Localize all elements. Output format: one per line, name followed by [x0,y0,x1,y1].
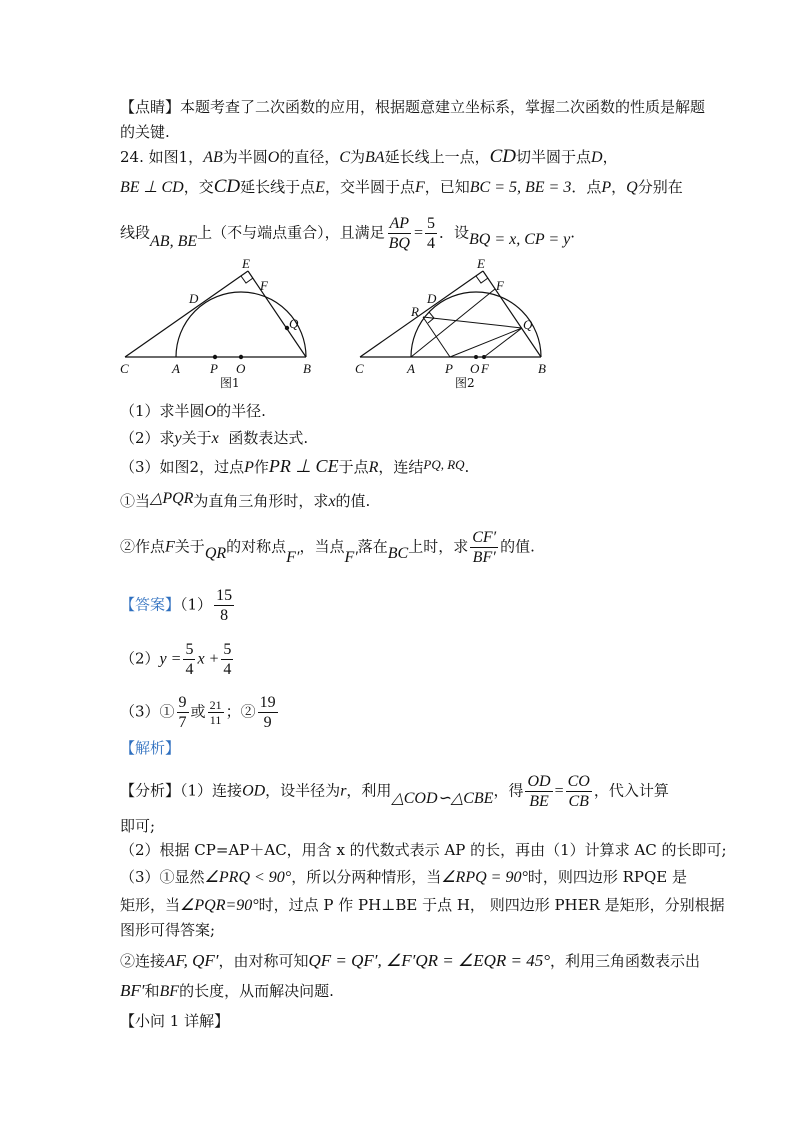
line-pq [450,328,522,357]
line-fq-prime [484,328,522,357]
problem-line-1 [120,146,618,169]
math-expr: BC = 5, BE = 3 [469,179,572,196]
fraction-numerator: AP [389,215,410,232]
fraction-denominator: 4 [426,235,435,252]
question-text: （2）求 [120,429,175,447]
line-eb-1 [248,271,306,357]
fraction-denominator: 11 [209,713,222,727]
label-b-1: B [303,361,311,376]
answer-label: （2） [120,649,160,668]
question-1 [120,400,266,423]
label-a-2: A [407,361,415,376]
fraction-21-11 [208,698,224,727]
dianjing-text-1: 本题考查了二次函数的应用，根据题意建立坐标系，掌握二次函数的性质是解题 [180,98,706,116]
fraction-denominator: 8 [220,607,229,624]
fraction-denominator: 9 [263,714,272,731]
section-heading: 【小问 1 详解】 [120,1012,230,1030]
math-expr: x + [197,650,220,668]
label-a-1: A [172,361,180,376]
analysis-text: ，得 [493,781,524,800]
fraction-19-9 [258,693,278,732]
figure-2 [350,255,560,395]
problem-text: ， [602,148,618,166]
math-expr: ∠PQR=90° [180,897,259,914]
math-var: P [244,459,254,476]
analysis-tag: 【分析】 [120,781,181,800]
question-text: 的对称点 [226,537,287,556]
math-segment: OD [242,782,266,800]
analysis-text: ，由对称可知 [218,952,309,970]
math-segment: AB [203,149,223,166]
math-var: x [328,493,336,510]
math-var: C [339,149,350,166]
label-o-1: O [236,361,246,376]
question-text: 的值. [335,492,371,510]
fraction-od-be [525,772,552,811]
problem-text: 分别在 [637,178,683,196]
math-segment: PQ, RQ [423,457,465,472]
problem-line-2 [120,176,683,199]
analysis-line-2 [120,815,155,837]
analysis-text: 图形可得答案; [120,921,216,939]
math-expr: ∠PRQ < 90° [204,869,292,886]
question-text: . [464,458,470,476]
question-text: 的值. [500,537,535,556]
label-d-2: D [427,291,437,306]
line-af [411,289,495,357]
problem-text: ， [611,178,627,196]
analysis-line-8 [120,980,334,1003]
question-text: 为直角三角形时，求 [193,492,329,510]
problem-text: 为半圆 [222,148,268,166]
label-c-2: C [355,361,364,376]
answer-tag: 【答案】 [120,595,181,614]
problem-text: ，交 [183,178,214,196]
analysis-line-1 [120,772,669,811]
fraction-co-cb [566,772,592,811]
analysis-text: 的长度，从而解决问题. [179,982,334,1000]
question-3b [120,528,535,567]
math-var: r [340,782,347,800]
question-text: 于点 [338,458,369,476]
problem-number: 24. [120,148,144,166]
analysis-text: 时，则四边形 RPQE 是 [527,868,688,886]
label-f-2: F [496,278,504,293]
analysis-line-5 [120,894,725,917]
problem-text: . [570,223,576,242]
math-segment: BF′ [120,981,145,1000]
math-var: E [315,179,325,196]
fraction-ap-bq [387,214,412,253]
question-text: 关于 [181,429,212,447]
jiexi-tag: 【解析】 [120,739,181,757]
question-3a [120,490,370,513]
label-e-2: E [477,256,485,271]
fraction-numerator: 15 [216,587,233,604]
fraction-cf-bf [470,528,498,567]
problem-text: ，交半圆于点 [324,178,415,196]
math-expr: △COD∽△CBE [391,789,494,807]
analysis-text: （1）连接 [180,781,243,800]
line-eb-2 [483,271,541,357]
fraction-numerator: 5 [426,215,435,232]
caption-fig-2: 图2 [455,376,475,390]
math-var: F′ [344,548,358,566]
fraction-numerator: CF′ [472,529,497,546]
analysis-line-9 [120,1010,229,1032]
problem-text: ．设 [438,223,469,242]
fraction-denominator: BF′ [472,549,496,566]
line-rq [423,317,522,328]
question-text: 关于 [174,537,205,556]
label-p-1: P [210,361,218,376]
question-text: 落在 [357,537,388,556]
label-b-2: B [538,361,546,376]
question-2 [120,427,308,450]
math-equals: = [554,782,564,800]
answer-label: （3）① [120,702,175,721]
problem-text: 延长线上一点， [384,148,490,166]
question-text: （1）求半圆 [120,402,205,420]
analysis-line-6 [120,919,215,941]
question-text: ，连结 [378,458,424,476]
analysis-line-7 [120,950,700,972]
problem-text: 为 [350,148,366,166]
problem-text: 的直径， [279,148,340,166]
analysis-text: ，利用 [346,781,392,800]
label-f-prime: F [481,361,489,376]
label-o-2: O [470,361,480,376]
label-q-1: Q [289,316,299,331]
math-var: P [601,179,612,196]
math-expr: y = [159,650,182,668]
math-segment: CD [489,146,516,167]
question-text: ，当点 [299,537,345,556]
point-f-prime [482,355,486,359]
question-text: （3）如图2，过点 [120,458,245,476]
analysis-text: ，利用三角函数表示出 [550,952,701,970]
math-var: D [591,149,603,166]
analysis-text: 矩形，当 [120,896,181,914]
fraction-9-7 [177,693,189,732]
question-3 [120,455,469,479]
analysis-text: 和 [144,982,160,1000]
question-text: 上时，求 [408,537,469,556]
analysis-text: ，所以分两种情形，当 [291,868,442,886]
math-segment: QR [204,544,227,562]
fraction-numerator: 9 [178,694,187,711]
line-ce-1 [125,271,248,357]
math-var: F [414,179,425,196]
fraction-numerator: 19 [259,694,276,711]
fraction-denominator: 4 [185,661,194,678]
dianjing-line-2 [120,121,170,143]
dianjing-line-1 [120,96,705,118]
fraction-denominator: CB [568,793,589,810]
math-segment: BF [159,983,180,1000]
analysis-line-4 [120,866,687,889]
analysis-text: ，设半径为 [265,781,341,800]
math-expr: PR ⊥ CE [268,456,339,476]
answer-1 [120,586,236,625]
fraction-denominator: BQ [388,235,410,252]
math-var: F [165,538,175,556]
answer-2 [120,640,235,679]
answer-3 [120,693,280,732]
right-angle-mark-1 [241,276,253,283]
fraction-denominator: BE [529,793,549,810]
jiexi-heading [120,737,180,759]
fraction-denominator: 7 [178,714,187,731]
figure-1 [115,255,325,395]
answer-label: （1） [180,595,213,614]
analysis-text: 时，过点 P 作 PH⊥BE 于点 H， 则四边形 PHER 是矩形，分别根据 [258,896,725,914]
label-q-2: Q [523,317,533,332]
fraction-15-8 [214,586,234,625]
math-expr: BE ⊥ CD [120,179,184,196]
problem-line-3 [120,214,575,253]
math-segment: AB, BE [150,232,198,250]
math-expr: QF = QF′, ∠F′QR = ∠EQR = 45° [308,951,551,970]
math-segment: BA [365,149,385,166]
question-text: ②作点 [120,537,166,556]
analysis-text: ，代入计算 [593,781,669,800]
math-segment: BC [387,544,409,562]
answer-text: ；② [225,702,256,721]
problem-text: 线段 [120,223,151,242]
math-expr: △PQR [150,490,194,507]
problem-text: 如图1， [148,148,204,166]
dianjing-text-2: 的关键. [120,123,170,141]
math-expr: BQ = x, CP = y [469,230,571,248]
problem-text: 延长线于点 [240,178,316,196]
math-var: x [211,430,219,447]
fraction-numerator: OD [527,773,551,790]
math-segment: AF, QF′ [165,951,219,970]
question-text: ①当 [120,492,151,510]
math-segment: CD [213,176,241,197]
analysis-text: 即可; [120,817,156,835]
problem-text: 切半圆于点 [515,148,591,166]
fraction-numerator: CO [567,773,590,790]
math-var: O [267,149,280,166]
label-c-1: C [120,361,129,376]
problem-text: ，已知 [424,178,470,196]
fraction-numerator: 5 [223,641,232,658]
analysis-line-3 [120,839,727,861]
label-f-1: F [260,278,268,293]
fraction-denominator: 4 [223,661,232,678]
math-var: F′ [286,548,300,566]
answer-text: 或 [190,702,206,721]
fraction-5-4-b [221,640,233,679]
right-angle-mark-2 [476,276,488,283]
problem-text: ．点 [571,178,602,196]
question-text: 的半径. [216,402,266,420]
point-o-2 [474,355,478,359]
fraction-5-4 [425,214,437,253]
fraction-numerator: 21 [209,698,222,712]
label-e-1: E [242,256,250,271]
caption-fig-1: 图1 [220,376,240,390]
label-r-2: R [411,304,419,319]
math-var: Q [626,179,638,196]
math-var: y [174,430,182,447]
label-d-1: D [189,291,199,306]
analysis-text: （2）根据 CP=AP＋AC，用含 x 的代数式表示 AP 的长，再由（1）计算求 AC 的长即可; [120,841,727,859]
math-expr: ∠RPQ = 90° [441,869,528,886]
math-var: O [204,403,217,420]
problem-text: 上（不与端点重合），且满足 [197,223,385,242]
label-p-2: P [445,361,453,376]
point-o-1 [239,355,243,359]
math-equals: = [413,224,423,242]
analysis-text: （3）①显然 [120,868,205,886]
dianjing-tag: 【点睛】 [120,98,181,116]
math-var: R [368,459,379,476]
analysis-text: ②连接 [120,952,166,970]
fraction-5-4-a [183,640,195,679]
question-text: 函数表达式. [218,429,309,447]
question-text: 作 [253,458,269,476]
fraction-numerator: 5 [185,641,194,658]
point-p-1 [213,355,217,359]
